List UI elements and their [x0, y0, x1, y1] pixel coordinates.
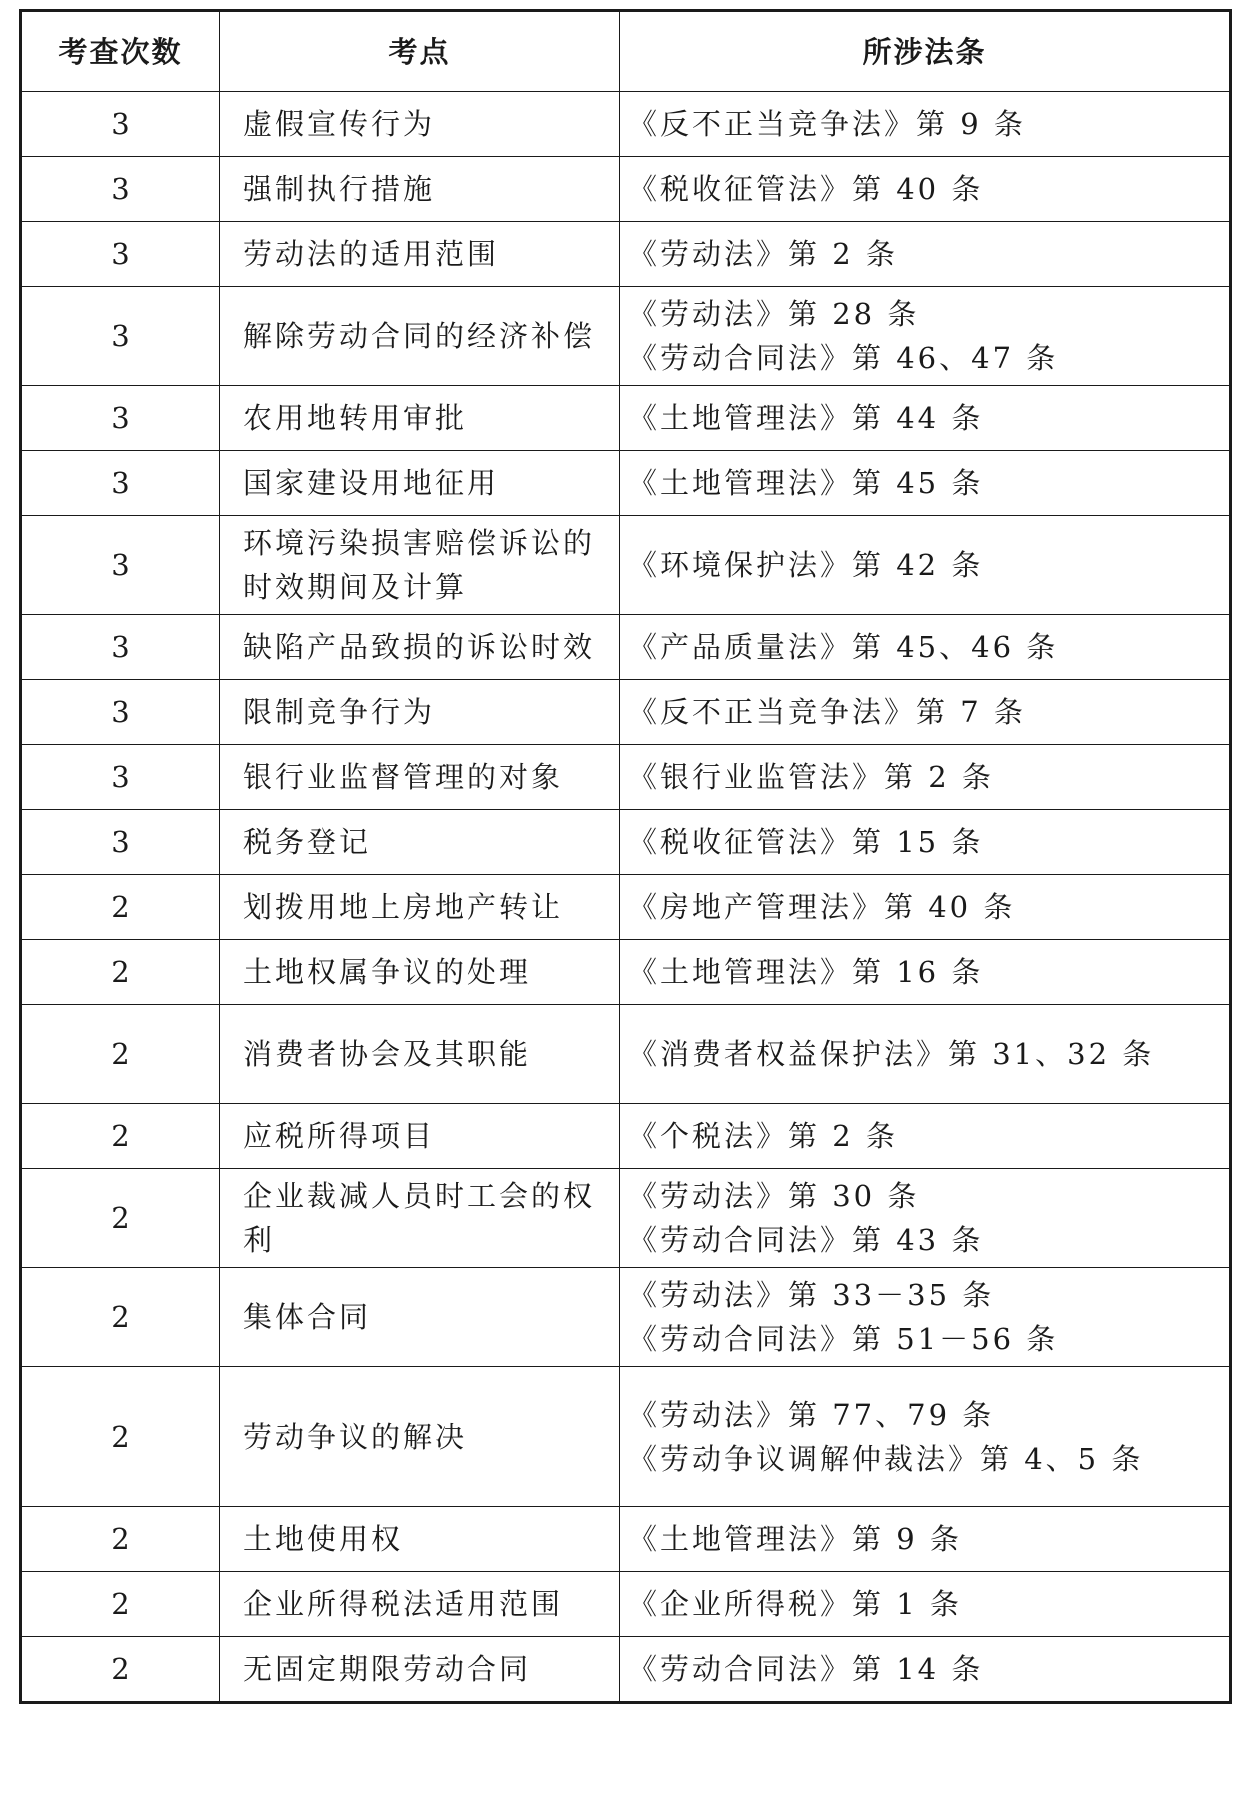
table-row	[21, 875, 1231, 940]
law-cell	[620, 940, 1231, 1005]
table-row	[21, 157, 1231, 222]
topic-cell: 企业裁减人员时工会的权利	[220, 1169, 620, 1268]
table-row	[21, 680, 1231, 745]
count-cell: 2	[21, 1104, 220, 1169]
law-cell	[620, 1104, 1231, 1169]
topic-cell: 劳动争议的解决	[220, 1367, 620, 1507]
topic-cell: 环境污染损害赔偿诉讼的时效期间及计算	[220, 516, 620, 615]
law-citation: 《房地产管理法》第 40 条	[628, 890, 1016, 924]
topic-cell: 虚假宣传行为	[220, 92, 620, 157]
law-citation: 《反不正当竞争法》第 7 条	[628, 695, 1026, 729]
table-row	[21, 1367, 1231, 1507]
law-citation: 《劳动争议调解仲裁法》第 4、5 条	[628, 1441, 1144, 1476]
table-row	[21, 1637, 1231, 1703]
law-cell	[620, 287, 1231, 386]
law-citation: 《土地管理法》第 16 条	[628, 955, 984, 989]
table-row	[21, 810, 1231, 875]
law-citation: 《劳动合同法》第 46、47 条	[628, 341, 1059, 375]
law-citation: 《税收征管法》第 15 条	[628, 825, 984, 859]
law-cell	[620, 386, 1231, 451]
topic-cell: 无固定期限劳动合同	[220, 1637, 620, 1703]
law-citation: 《土地管理法》第 9 条	[628, 1522, 962, 1556]
law-citation: 《土地管理法》第 44 条	[628, 401, 984, 435]
law-cell	[620, 1005, 1231, 1104]
law-citation: 《企业所得税》第 1 条	[628, 1587, 962, 1621]
law-cell	[620, 92, 1231, 157]
law-citation: 《银行业监管法》第 2 条	[628, 760, 994, 794]
law-cell	[620, 615, 1231, 680]
table-row	[21, 615, 1231, 680]
law-topics-table	[19, 9, 1232, 1704]
topic-cell: 解除劳动合同的经济补偿	[220, 287, 620, 386]
table-row	[21, 516, 1231, 615]
table-row	[21, 1104, 1231, 1169]
header-count: 考查次数	[21, 11, 220, 92]
count-cell: 2	[21, 1507, 220, 1572]
count-cell: 3	[21, 680, 220, 745]
law-citation: 《反不正当竞争法》第 9 条	[628, 107, 1026, 141]
count-cell: 2	[21, 1005, 220, 1104]
table-row	[21, 451, 1231, 516]
law-topics-table-container	[19, 9, 1229, 1704]
table-header-row	[21, 11, 1231, 92]
table-row	[21, 1572, 1231, 1637]
law-citation: 《消费者权益保护法》第 31、32 条	[628, 1037, 1155, 1071]
law-cell	[620, 516, 1231, 615]
table-row	[21, 1005, 1231, 1104]
law-cell	[620, 1367, 1231, 1507]
law-cell	[620, 680, 1231, 745]
topic-cell: 土地使用权	[220, 1507, 620, 1572]
topic-cell: 税务登记	[220, 810, 620, 875]
law-citation: 《劳动合同法》第 43 条	[628, 1223, 984, 1257]
law-cell	[620, 451, 1231, 516]
topic-cell: 劳动法的适用范围	[220, 222, 620, 287]
count-cell: 3	[21, 810, 220, 875]
law-citation: 《环境保护法》第 42 条	[628, 548, 984, 582]
count-cell: 2	[21, 940, 220, 1005]
topic-cell: 限制竞争行为	[220, 680, 620, 745]
law-citation: 《劳动法》第 33－35 条	[628, 1278, 995, 1312]
table-row	[21, 1169, 1231, 1268]
law-citation: 《个税法》第 2 条	[628, 1119, 898, 1153]
header-topic: 考点	[220, 11, 620, 92]
table-row	[21, 1507, 1231, 1572]
law-cell	[620, 1169, 1231, 1268]
topic-cell: 银行业监督管理的对象	[220, 745, 620, 810]
count-cell: 3	[21, 157, 220, 222]
count-cell: 2	[21, 1572, 220, 1637]
law-citation: 《土地管理法》第 45 条	[628, 466, 984, 500]
count-cell: 2	[21, 875, 220, 940]
topic-cell: 农用地转用审批	[220, 386, 620, 451]
topic-cell: 企业所得税法适用范围	[220, 1572, 620, 1637]
law-citation: 《劳动法》第 30 条	[628, 1179, 920, 1213]
topic-cell: 强制执行措施	[220, 157, 620, 222]
count-cell: 3	[21, 745, 220, 810]
law-cell	[620, 1268, 1231, 1367]
law-cell	[620, 1572, 1231, 1637]
count-cell: 2	[21, 1637, 220, 1703]
law-citation: 《劳动合同法》第 14 条	[628, 1652, 984, 1686]
law-citation: 《劳动法》第 28 条	[628, 297, 920, 331]
table-body	[21, 92, 1231, 1703]
topic-cell: 土地权属争议的处理	[220, 940, 620, 1005]
topic-cell: 消费者协会及其职能	[220, 1005, 620, 1104]
law-citation: 《税收征管法》第 40 条	[628, 172, 984, 206]
topic-cell: 国家建设用地征用	[220, 451, 620, 516]
count-cell: 2	[21, 1169, 220, 1268]
table-row	[21, 940, 1231, 1005]
table-row	[21, 1268, 1231, 1367]
topic-cell: 应税所得项目	[220, 1104, 620, 1169]
count-cell: 2	[21, 1367, 220, 1507]
table-row	[21, 386, 1231, 451]
law-citation: 《产品质量法》第 45、46 条	[628, 630, 1059, 664]
law-cell	[620, 875, 1231, 940]
law-cell	[620, 222, 1231, 287]
count-cell: 3	[21, 222, 220, 287]
count-cell: 2	[21, 1268, 220, 1367]
table-row	[21, 92, 1231, 157]
count-cell: 3	[21, 516, 220, 615]
count-cell: 3	[21, 92, 220, 157]
header-law: 所涉法条	[620, 11, 1231, 92]
topic-cell: 集体合同	[220, 1268, 620, 1367]
law-cell	[620, 810, 1231, 875]
count-cell: 3	[21, 287, 220, 386]
topic-cell: 缺陷产品致损的诉讼时效	[220, 615, 620, 680]
table-row	[21, 745, 1231, 810]
law-citation: 《劳动法》第 77、79 条	[628, 1397, 995, 1432]
law-cell	[620, 745, 1231, 810]
count-cell: 3	[21, 615, 220, 680]
table-row	[21, 222, 1231, 287]
law-citation: 《劳动合同法》第 51－56 条	[628, 1322, 1059, 1356]
count-cell: 3	[21, 451, 220, 516]
law-citation: 《劳动法》第 2 条	[628, 237, 898, 271]
count-cell: 3	[21, 386, 220, 451]
law-cell	[620, 1637, 1231, 1703]
topic-cell: 划拨用地上房地产转让	[220, 875, 620, 940]
law-cell	[620, 1507, 1231, 1572]
table-row	[21, 287, 1231, 386]
law-cell	[620, 157, 1231, 222]
